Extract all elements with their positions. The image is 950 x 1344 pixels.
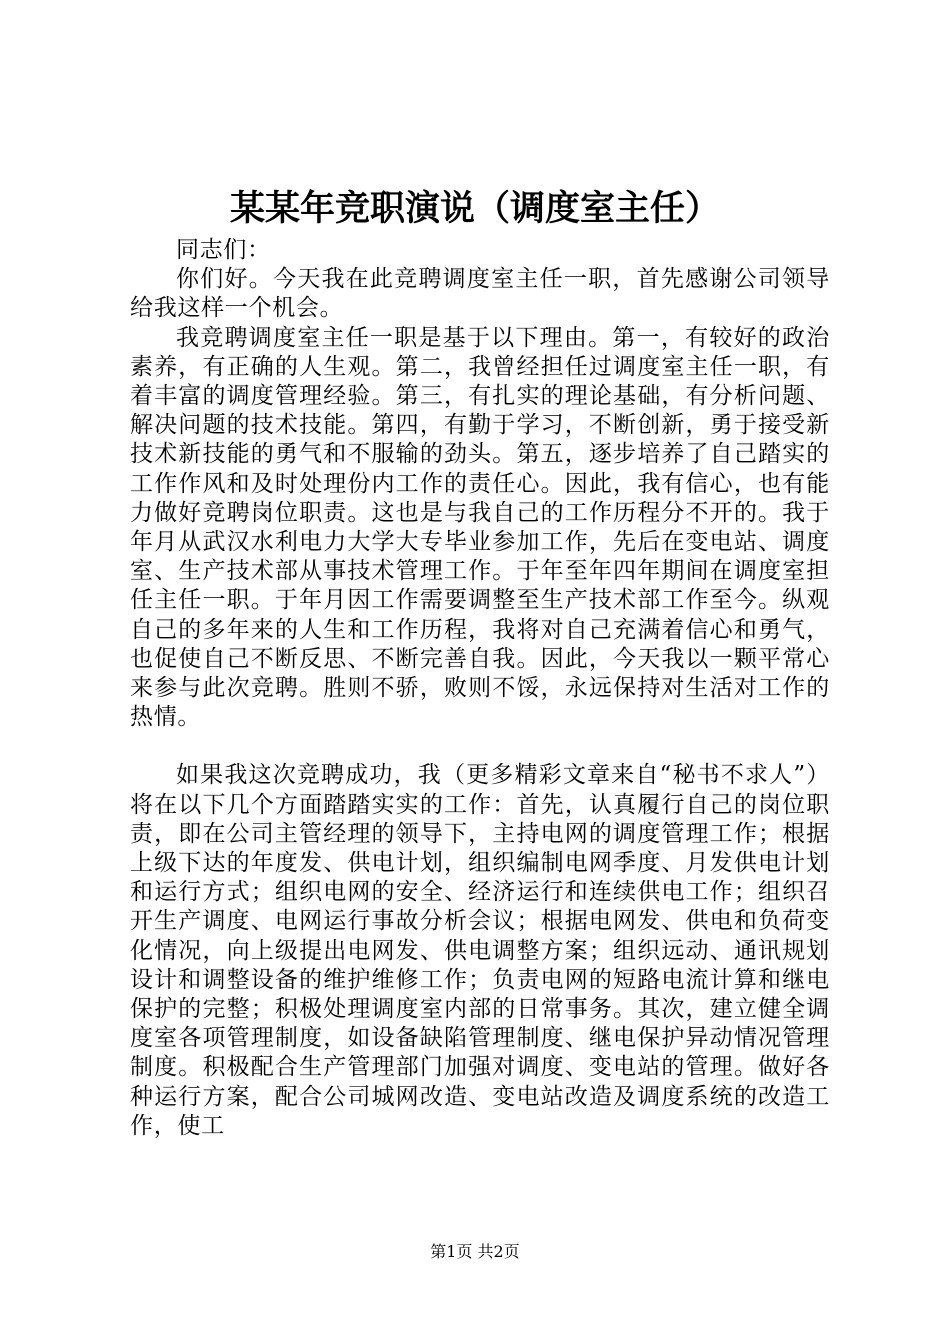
page-footer: 第1页 共2页 bbox=[430, 1242, 520, 1261]
greeting-line: 同志们： bbox=[176, 237, 271, 263]
paragraph-reasons: 我竞聘调度室主任一职是基于以下理由。第一，有较好的政治素养，有正确的人生观。第二，我曾经担任过调度室主任一职，有着丰富的调度管理经验。第三，有扎实的理论基础，有分析问题、解决问题的技术技能。第四，有勤于学习，不断创新，勇于接受新技术新技能的勇气和不服输的劲头。第五，逐步培养了自己踏实的工作作风和及时处理份内工作的责任心。因此，我有信心，也有能力做好竞聘岗位职责。这也是与我自己的工作历程分不开的。我于年月从武汉水利电力大学大专毕业参加工作，先后在变电站、调度室、生产技术部从事技术管理工作。于年至年四年期间在调度室担任主任一职。于年月因工作需要调整至生产技术部工作至今。纵观自己的多年来的人生和工作历程，我将对自己充满着信心和勇气，也促使自己不断反思、不断完善自我。因此，今天我以一颗平常心来参与此次竞聘。胜则不骄，败则不馁，永远保持对生活对工作的热情。 bbox=[130, 324, 830, 731]
paragraph-plans: 如果我这次竞聘成功，我（更多精彩文章来自“秘书不求人”）将在以下几个方面踏踏实实的工作：首先，认真履行自己的岗位职责，即在公司主管经理的领导下，主持电网的调度管理工作；根据上级下达的年度发、供电计划，组织编制电网季度、月发供电计划和运行方式；组织电网的安全、经济运行和连续供电工作；组织召开生产调度、电网运行事故分析会议；根据电网发、供电和负荷变化情况，向上级提出电网发、供电调整方案；组织远动、通讯规划设计和调整设备的维护维修工作；负责电网的短路电流计算和继电保护的完整；积极处理调度室内部的日常事务。其次，建立健全调度室各项管理制度，如设备缺陷管理制度、继电保护异动情况管理制度。积极配合生产管理部门加强对调度、变电站的管理。做好各种运行方案，配合公司城网改造、变电站改造及调度系统的改造工作，使工 bbox=[130, 762, 830, 1139]
paragraph-opening: 你们好。今天我在此竞聘调度室主任一职，首先感谢公司领导给我这样一个机会。 bbox=[130, 266, 830, 322]
document-body bbox=[130, 236, 830, 1141]
document-title: 某某年竞职演说（调度室主任） bbox=[229, 188, 720, 229]
